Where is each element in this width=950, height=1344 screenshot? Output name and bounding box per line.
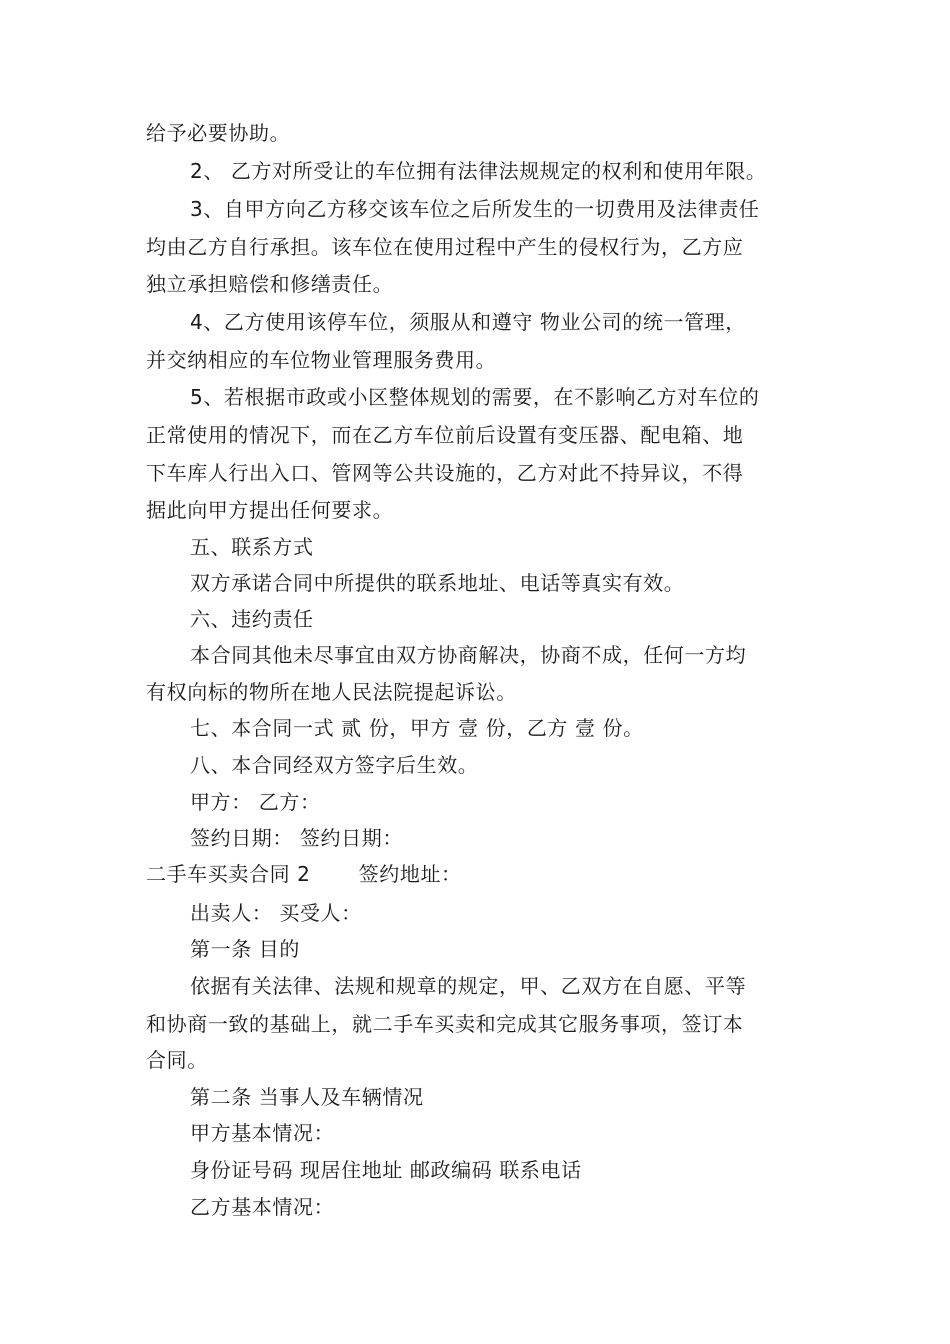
signature-date-line: 签约日期： 签约日期： [190,826,403,850]
text-line: 下车库人行出入口、管网等公共设施的，乙方对此不持异议，不得 [146,461,744,485]
signature-line: 甲方： 乙方： [190,790,321,814]
text-line: 3、自甲方向乙方移交该车位之后所发生的一切费用及法律责任 [190,197,760,221]
section-heading: 六、违约责任 [190,607,314,631]
text-line: 正常使用的情况下，而在乙方车位前后设置有变压器、配电箱、地 [146,423,744,447]
section-heading: 五、联系方式 [190,535,314,559]
text-line: 有权向标的物所在地人民法院提起诉讼。 [146,680,517,704]
text-line: 身份证号码 现居住地址 邮政编码 联系电话 [190,1158,582,1182]
text-line: 乙方基本情况： [190,1195,335,1219]
section-heading: 第二条 当事人及车辆情况 [190,1085,424,1109]
text-line: 八、本合同经双方签字后生效。 [190,753,479,777]
text-line: 甲方基本情况： [190,1121,335,1145]
text-line: 2、 乙方对所受让的车位拥有法律法规规定的权利和使用年限。 [190,159,767,183]
text-line: 5、若根据市政或小区整体规划的需要，在不影响乙方对车位的 [190,385,760,409]
text-line: 和协商一致的基础上，就二手车买卖和完成其它服务事项，签订本 [146,1012,744,1036]
text-line: 4、乙方使用该停车位，须服从和遵守 物业公司的统一管理， [190,310,746,334]
text-line: 七、本合同一式 贰 份，甲方 壹 份，乙方 壹 份。 [190,716,644,740]
text-line: 给予必要协助。 [146,121,291,145]
text-line: 据此向甲方提出任何要求。 [146,498,394,522]
text-line: 双方承诺合同中所提供的联系地址、电话等真实有效。 [190,571,685,595]
text-line: 本合同其他未尽事宜由双方协商解决，协商不成，任何一方均 [190,643,747,667]
text-line: 独立承担赔偿和修缮责任。 [146,272,394,296]
section-heading: 第一条 目的 [190,937,300,961]
party-line: 出卖人： 买受人： [190,901,362,925]
text-line: 依据有关法律、法规和规章的规定，甲、乙双方在自愿、平等 [190,974,747,998]
text-line: 均由乙方自行承担。该车位在使用过程中产生的侵权行为，乙方应 [146,235,744,259]
text-line: 合同。 [146,1048,208,1072]
contract-title-line: 二手车买卖合同 2 签约地址： [146,862,462,886]
text-line: 并交纳相应的车位物业管理服务费用。 [146,348,497,372]
